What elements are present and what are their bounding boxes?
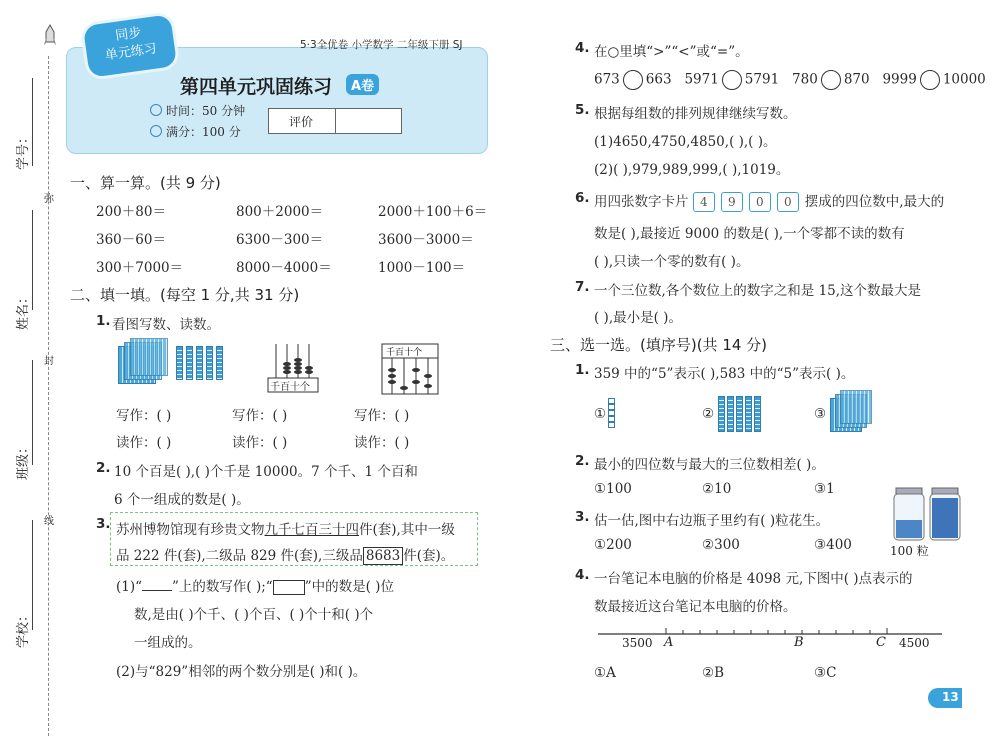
axis-label-4500: 4500: [899, 636, 930, 650]
evaluation-box[interactable]: [268, 108, 402, 134]
binding-line: [48, 56, 49, 736]
calc-item: 2000＋100＋6＝: [378, 204, 488, 220]
section-2-title: 二、填一填。(每空 1 分,共 31 分): [70, 286, 300, 304]
underline-blank: [142, 590, 172, 591]
calc-item: 300＋7000＝: [96, 260, 184, 276]
compare-circle[interactable]: [623, 70, 643, 90]
mark-feng: 封: [44, 356, 54, 367]
s2-opt2[interactable]: ②10: [702, 481, 732, 497]
student-name-line[interactable]: [32, 210, 33, 310]
s1-opt2[interactable]: ②: [702, 406, 715, 422]
q4-b: 663: [645, 71, 672, 88]
s4-opt1[interactable]: ①A: [594, 665, 616, 681]
calc-item: 200＋80＝: [96, 204, 166, 220]
q4-a: 780: [792, 71, 818, 88]
student-name-label: 姓名：: [16, 290, 31, 330]
s1-opt1[interactable]: ①: [594, 406, 607, 422]
calc-item: 8000－4000＝: [236, 260, 332, 276]
q4-a: 5971: [684, 71, 719, 88]
q6-line1: [594, 190, 944, 212]
section-3-title: 三、选一选。(填序号)(共 14 分): [550, 336, 768, 354]
write-field-3[interactable]: 写作：( ): [354, 408, 410, 424]
digit-card: 0: [749, 192, 771, 212]
calc-item: 3600－3000＝: [378, 232, 474, 248]
write-field-2[interactable]: 写作：( ): [232, 408, 288, 424]
point-b: B: [794, 635, 804, 650]
ten-rod: [176, 346, 183, 380]
s3-opt1[interactable]: ①200: [594, 537, 632, 553]
point-a: A: [664, 635, 674, 650]
class-line[interactable]: [32, 360, 33, 465]
calc-item: 800＋2000＝: [236, 204, 324, 220]
q4-a: 9999: [882, 71, 917, 88]
q6-a: 用四张数字卡片: [594, 194, 689, 210]
s3-number: 3.: [575, 509, 590, 525]
q3-sub1-a: (1)“: [116, 579, 143, 595]
q3-line2c: 件(套)。: [403, 548, 455, 564]
point-c: C: [876, 635, 886, 650]
compare-circle[interactable]: [920, 70, 940, 90]
q6-line2: 数是( ),最接近 9000 的数是( ),一个零都不读的数有: [594, 226, 905, 242]
read-field-1[interactable]: 读作：( ): [116, 435, 172, 451]
q3-underlined: 九千七百三十四: [264, 522, 359, 538]
q7-line1: 一个三位数,各个数位上的数字之和是 15,这个数最大是: [594, 283, 922, 299]
axis-label-3500: 3500: [622, 636, 653, 650]
q1-number: 1.: [96, 313, 111, 329]
eval-label: 评价: [289, 115, 314, 129]
badge-line1: 同步: [114, 25, 143, 44]
s2-text: 最小的四位数与最大的三位数相差( )。: [594, 457, 825, 473]
read-field-3[interactable]: 读作：( ): [354, 435, 410, 451]
q3-sub1-line1: [116, 575, 394, 595]
q7-number: 7.: [575, 279, 590, 295]
q6-b: 摆成的四位数中,最大的: [804, 194, 945, 210]
q5-1: (1)4650,4750,4850,( ),( )。: [594, 134, 777, 150]
q3-sub1-line2: 数,是由( )个千、( )个百、( )个十和( )个: [134, 607, 374, 623]
badge-line2: 单元练习: [104, 41, 158, 64]
s3-opt2[interactable]: ②300: [702, 537, 740, 553]
q2-line2: 6 个一组成的数是( )。: [114, 492, 250, 508]
mark-xian: 线: [44, 516, 54, 527]
s4-line1: 一台笔记本电脑的价格是 4098 元,下图中( )点表示的: [594, 571, 913, 587]
q2-number: 2.: [96, 460, 111, 476]
series-label: 5·3全优卷 小学数学 二年级下册 SJ: [300, 39, 463, 51]
q4-b: 870: [843, 71, 870, 88]
s1-opt3[interactable]: ③: [814, 406, 827, 422]
q5-text: 根据每组数的排列规律继续写数。: [594, 106, 797, 122]
s4-line2: 数最接近这台笔记本电脑的价格。: [594, 599, 797, 615]
q3-sub2: (2)与“829”相邻的两个数分别是( )和( )。: [116, 664, 367, 680]
q3-sub1-line3: 一组成的。: [134, 635, 202, 651]
s2-opt1[interactable]: ①100: [594, 481, 632, 497]
calc-item: 1000－100＝: [378, 260, 466, 276]
q5-2: (2)( ),979,989,999,( ),1019。: [594, 162, 790, 178]
q3-line1: [116, 518, 455, 538]
ten-rod: [216, 346, 223, 380]
ten-rod: [206, 346, 213, 380]
q3-line2: [116, 544, 454, 564]
svg-text:千百十个: 千百十个: [386, 348, 423, 358]
q3-line1c: 件(套),其中一级: [359, 522, 455, 538]
abacus-label: 千百十个: [270, 382, 310, 393]
ten-rod: [196, 346, 203, 380]
write-field-1[interactable]: 写作：( ): [116, 408, 172, 424]
calc-item: 6300－300＝: [236, 232, 324, 248]
q4-items: [594, 70, 986, 90]
read-field-2[interactable]: 读作：( ): [232, 435, 288, 451]
check-icon: [150, 125, 162, 137]
eval-divider: [335, 109, 336, 133]
q3-boxed-number: 8683: [363, 547, 403, 565]
q3-sub1-c: ”中的数是( )位: [304, 579, 394, 595]
ten-rod: [186, 346, 193, 380]
s1-text: 359 中的“5”表示( ),583 中的“5”表示( )。: [594, 366, 855, 382]
s1-number: 1.: [575, 362, 590, 378]
s2-opt3[interactable]: ③1: [814, 481, 835, 497]
q4-text: 在○里填“>”“<”或“=”。: [594, 44, 749, 60]
s4-number: 4.: [575, 567, 590, 583]
page-number: 13: [942, 690, 959, 704]
student-id-label: 学号：: [16, 130, 31, 170]
thousand-cube: [130, 338, 168, 376]
clock-icon: [150, 104, 162, 116]
q3-sub1-b: ”上的数写作( );“: [172, 579, 273, 595]
q7-line2: ( ),最小是( )。: [594, 310, 682, 326]
s4-opt3[interactable]: ③C: [814, 665, 837, 681]
digit-card: 4: [693, 192, 715, 212]
q3-number: 3.: [96, 516, 111, 532]
q6-line3: ( ),只读一个零的数有( )。: [594, 254, 750, 270]
q6-number: 6.: [575, 190, 590, 206]
class-label: 班级：: [16, 440, 31, 480]
jar-label: 100 粒: [890, 544, 929, 558]
compare-circle[interactable]: [821, 70, 841, 90]
school-line[interactable]: [32, 520, 33, 630]
q4-b: 5791: [744, 71, 780, 88]
s3-text: 估一估,图中右边瓶子里约有( )粒花生。: [594, 513, 830, 529]
section-1-title: 一、算一算。(共 9 分): [70, 174, 221, 192]
box-blank: [273, 580, 305, 595]
time-label: 时间：50 分钟: [166, 104, 246, 118]
school-label: 学校：: [16, 608, 31, 648]
q5-number: 5.: [575, 102, 590, 118]
q4-a: 673: [594, 71, 620, 88]
mark-mi: 弥: [44, 194, 54, 205]
digit-card: 9: [721, 192, 743, 212]
student-id-line[interactable]: [32, 78, 33, 166]
title-tag: A卷: [346, 74, 379, 95]
q4-number: 4.: [575, 40, 590, 56]
rocket-icon: [44, 24, 56, 48]
score-label: 满分：100 分: [166, 125, 241, 139]
q4-b: 10000: [942, 71, 986, 88]
s4-opt2[interactable]: ②B: [702, 665, 725, 681]
q1-text: 看图写数、读数。: [112, 317, 220, 333]
q3-line1a: 苏州博物馆现有珍贵文物: [116, 522, 265, 538]
q2-line1: 10 个百是( ),( )个千是 10000。7 个千、1 个百和: [114, 464, 418, 480]
calc-item: 360－60＝: [96, 232, 166, 248]
page-title: 第四单元巩固练习: [180, 76, 333, 98]
q3-line2a: 品 222 件(套),二级品 829 件(套),三级品: [116, 548, 363, 564]
s2-number: 2.: [575, 453, 590, 469]
compare-circle[interactable]: [722, 70, 742, 90]
digit-card: 0: [777, 192, 799, 212]
s3-opt3[interactable]: ③400: [814, 537, 852, 553]
